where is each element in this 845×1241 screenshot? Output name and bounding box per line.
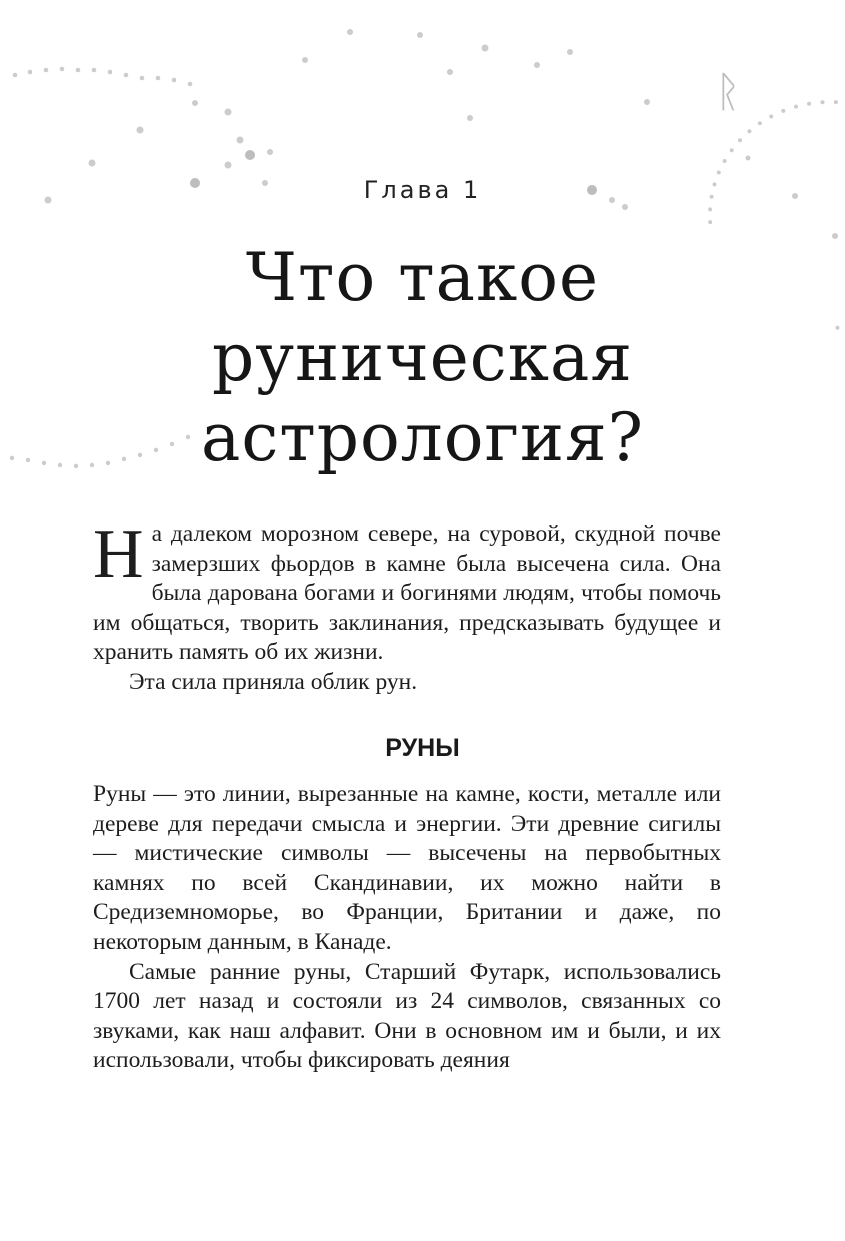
star-dot <box>28 70 33 75</box>
star-dot <box>140 76 145 81</box>
star-dot <box>124 73 129 78</box>
star-dot <box>807 102 811 106</box>
star-dot <box>302 57 308 63</box>
star-dot <box>708 207 712 211</box>
star-dot <box>188 82 193 87</box>
star-dot <box>467 115 473 121</box>
intro-paragraph: Эта сила приняла облик рун. <box>129 668 418 695</box>
star-dot <box>92 68 97 73</box>
star-dot <box>347 29 353 35</box>
star-dot <box>225 109 232 116</box>
star-dot <box>746 156 751 161</box>
star-dot <box>758 121 762 125</box>
star-dot <box>447 69 453 75</box>
star-dot <box>794 105 798 109</box>
star-dot <box>156 76 161 81</box>
star-dot <box>622 204 628 210</box>
star-dot <box>738 138 742 142</box>
star-dot <box>821 100 825 104</box>
star-dot <box>172 78 177 83</box>
star-dot <box>834 100 838 104</box>
star-dot <box>708 220 712 224</box>
star-dot <box>137 127 144 134</box>
star-dot <box>60 67 65 72</box>
chapter-title <box>0 238 845 478</box>
drop-cap: Н <box>93 516 144 593</box>
chapter-title-line: Что такое <box>245 239 600 316</box>
star-dot <box>730 148 734 152</box>
star-dot <box>44 68 49 73</box>
star-dot <box>267 149 273 155</box>
star-dot <box>534 62 540 68</box>
star-dot <box>225 162 232 169</box>
star-dot <box>89 160 96 167</box>
section-paragraph: Руны — это линии, вырезанные на камне, кости, металле или дереве для передачи смысла и энергии. Эти древние сигилы — мистические символы — высечены на первобытных камнях по всей Скандинавии, их можно найти в Средиземноморье, во Франции, Британии и даже, по некоторым данным, в Канаде. <box>93 781 721 955</box>
star-dot <box>13 73 18 78</box>
star-dot <box>76 68 81 73</box>
star-dot <box>417 32 423 38</box>
section-heading: РУНЫ <box>385 734 460 762</box>
chapter-title-line: астрология? <box>200 399 645 476</box>
star-dot <box>567 49 573 55</box>
star-dot <box>192 100 198 106</box>
star-dot <box>781 109 785 113</box>
section-text <box>93 780 721 1076</box>
star-dot <box>723 159 727 163</box>
star-dot <box>482 45 489 52</box>
chapter-label: Глава 1 <box>363 176 482 204</box>
intro-text <box>93 516 721 698</box>
chapter-title-line: руническая <box>212 319 633 396</box>
star-dot <box>769 115 773 119</box>
star-dot <box>245 150 255 160</box>
star-dot <box>644 99 650 105</box>
star-dot <box>747 129 751 133</box>
section-paragraph: Самые ранние руны, Старший Футарк, использовались 1700 лет назад и состояли из 24 символов, связанных со звуками, как наш алфавит. Они в основном им и были, и их использовали, чтобы фиксировать деяния <box>93 958 721 1074</box>
star-dot <box>237 137 244 144</box>
rune-raido-icon: ᚱ <box>715 67 741 116</box>
star-dot <box>717 171 721 175</box>
intro-paragraph <box>93 516 721 668</box>
star-dot <box>108 70 113 75</box>
intro-paragraph-text: а далеком морозном севере, на суровой, скудной почве замерзших фьордов в камне была высечена сила. Она была дарована богами и богинями людям, чтобы помочь им общаться, творить заклинания, предсказывать будущее и хранить память об их жизни. <box>93 521 721 666</box>
